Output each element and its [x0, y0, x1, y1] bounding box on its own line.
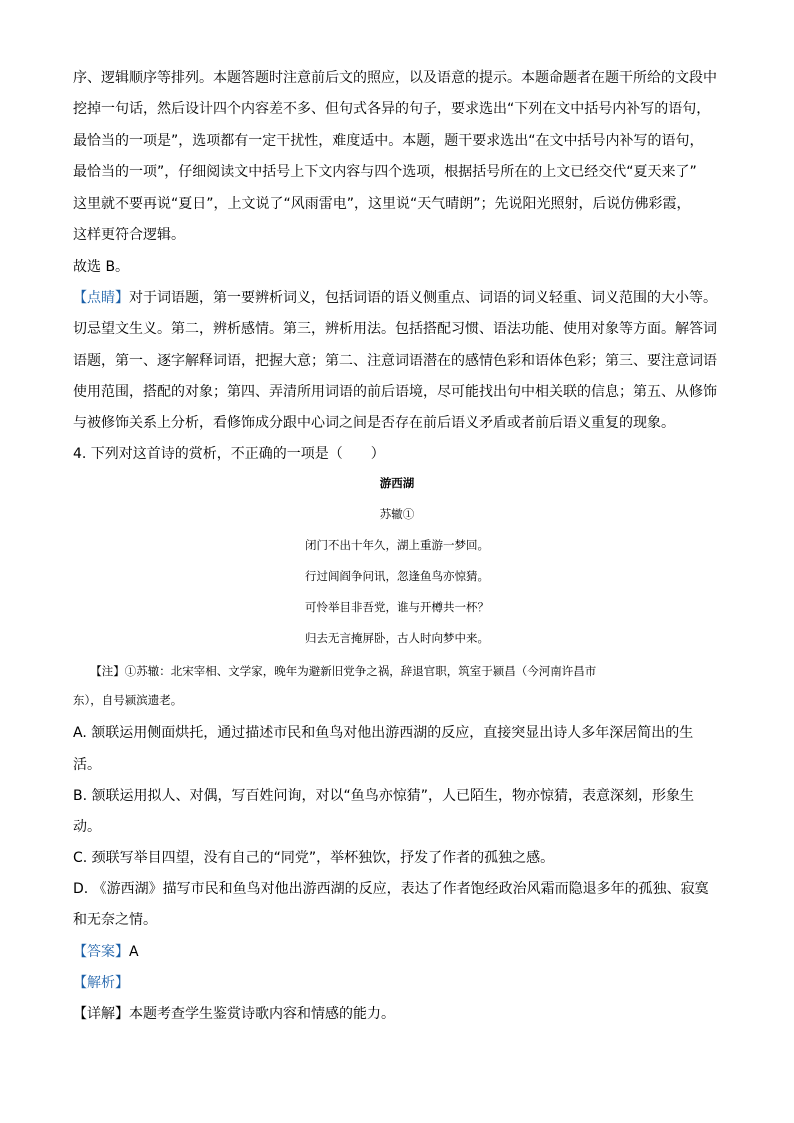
answer-line [73, 943, 733, 962]
poem-note: 【注】①苏辙：北宋宰相、文学家，晚年为避新旧党争之祸，辞退官职，筑室于颍昌（今河南许昌市 [73, 664, 597, 678]
answer-choice-line: 故选 B。 [73, 259, 130, 275]
text-line: 使用范围，搭配的对象；第四、弄清所用词语的前后语境，尽可能找出句中相关联的信息；第五、从修饰 [73, 384, 717, 400]
jiexi-line [73, 974, 733, 993]
poem-note: 东），自号颍滨遗老。 [73, 693, 183, 707]
text-line: 挖掉一句话，然后设计四个内容差不多、但句式各异的句子，要求选出“下列在文中括号内补写的语句， [73, 101, 711, 117]
text-line: 最恰当的一项”，仔细阅读文中括号上下文内容与四个选项，根据括号所在的上文已经交代“夏天来了” [73, 164, 697, 180]
text-line: 语题，第一、逐字解释词语，把握大意；第二、注意词语潜在的感情色彩和语体色彩；第三、要注意词语 [73, 353, 717, 369]
poem-author: 苏辙① [379, 507, 415, 521]
jiexi-tag: 【解析】 [73, 975, 129, 991]
answer-tag: 【答案】 [73, 944, 129, 960]
option-b-cont: 动。 [73, 819, 101, 835]
text-line: 最恰当的一项是”，选项都有一定干扰性，难度适中。本题，题干要求选出“在文中括号内补写的语句， [73, 133, 704, 149]
poem-line: 归去无言掩屏卧，古人时向梦中来。 [305, 631, 489, 645]
dianjing-text: 对于词语题，第一要辨析词义，包括词语的语义侧重点、词语的词义轻重、词义范围的大小等。 [129, 290, 717, 306]
option-a-cont: 活。 [73, 757, 101, 773]
option-a: A. 颔联运用侧面烘托，通过描述市民和鱼鸟对他出游西湖的反应，直接突显出诗人多年深居简出的生 [73, 725, 694, 741]
option-b: B. 颔联运用拟人、对偶，写百姓问询，对以“鱼鸟亦惊猜”，人已陌生，物亦惊猜，表意深刻，形象生 [73, 788, 695, 804]
dianjing-tag: 【点睛】 [73, 290, 129, 306]
poem-line: 可怜举目非吾党，谁与开樽共一杯？ [305, 600, 489, 614]
detail-text: 本题考查学生鉴赏诗歌内容和情感的能力。 [129, 1006, 395, 1022]
answer-value: A [129, 944, 139, 960]
poem-title: 游西湖 [379, 476, 415, 490]
question-stem: 4. 下列对这首诗的赏析，不正确的一项是（ ） [73, 446, 385, 462]
poem-line: 闭门不出十年久，湖上重游一梦回。 [305, 538, 489, 552]
text-line: 这里就不要再说“夏日”，上文说了“风雨雷电”，这里说“天气晴朗”；先说阳光照射，后说仿佛彩霞， [73, 196, 691, 212]
text-line: 序、逻辑顺序等排列。本题答题时注意前后文的照应，以及语意的提示。本题命题者在题干所给的文段中 [73, 70, 717, 86]
detail-line [73, 1005, 733, 1024]
option-c: C. 颈联写举目四望，没有自己的“同党”，举杯独饮，抒发了作者的孤独之感。 [73, 850, 555, 866]
text-line: 切忌望文生义。第二，辨析感情。第三，辨析用法。包括搭配习惯、语法功能、使用对象等方面。解答词 [73, 321, 717, 337]
poem-line: 行过闾阎争问讯，忽逢鱼鸟亦惊猜。 [305, 569, 489, 583]
option-d: D. 《游西湖》描写市民和鱼鸟对他出游西湖的反应，表达了作者饱经政治风霜而隐退多年的孤独、寂寞 [73, 881, 709, 897]
dianjing-line [73, 289, 733, 308]
text-line: 与被修饰关系上分析，看修饰成分跟中心词之间是否存在前后语义矛盾或者前后语义重复的现象。 [73, 415, 675, 431]
detail-tag: 【详解】 [73, 1006, 129, 1022]
option-d-cont: 和无奈之情。 [73, 912, 157, 928]
text-line: 这样更符合逻辑。 [73, 227, 185, 243]
